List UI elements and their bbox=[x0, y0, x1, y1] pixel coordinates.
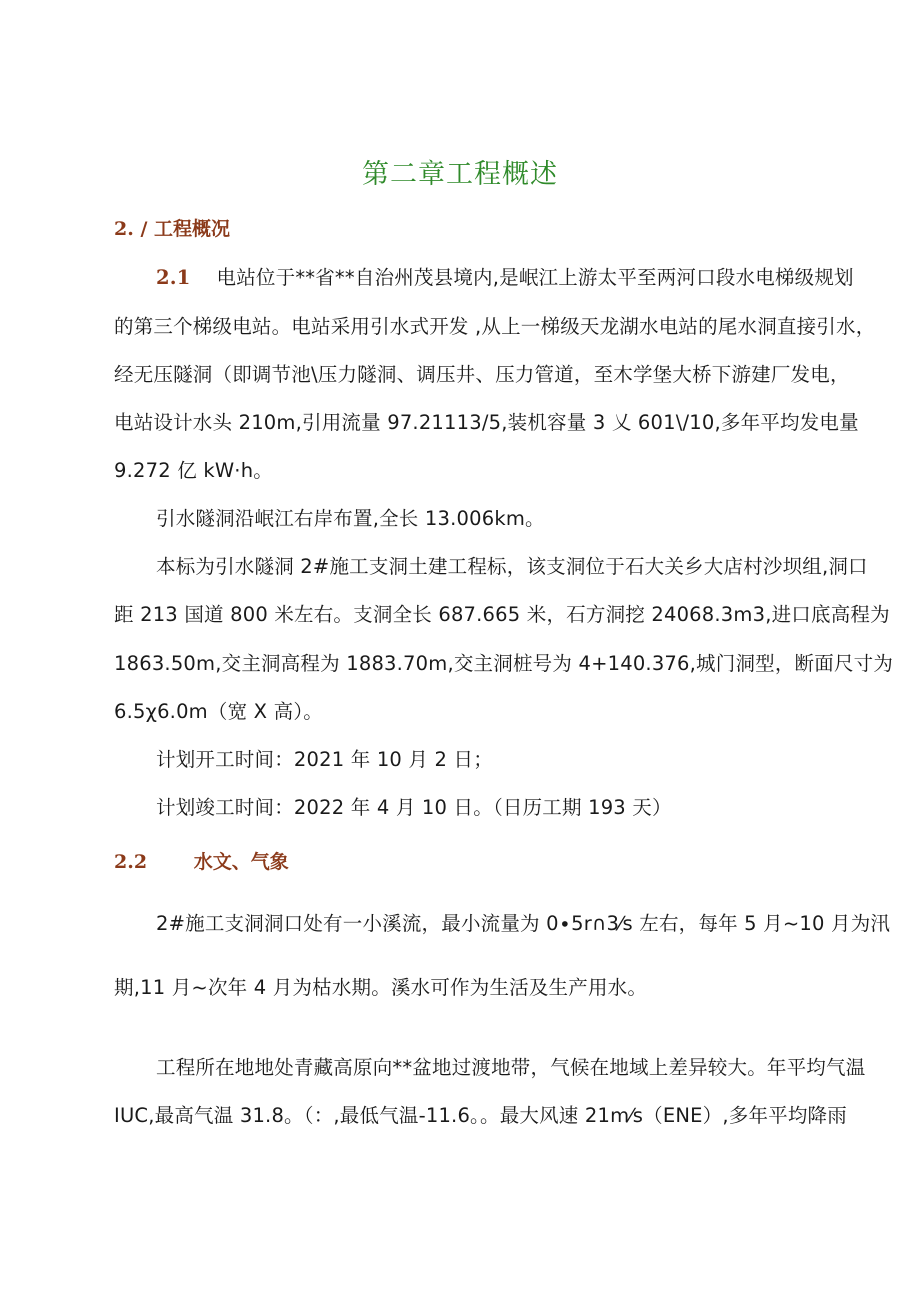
paragraph-line: 距 213 国道 800 米左右。支洞全长 687.665 米，石方洞挖 24068.3m3,进口底高程为 bbox=[114, 603, 890, 626]
chapter-title: 第二章工程概述 bbox=[362, 159, 558, 190]
paragraph-line: 1863.50m,交主洞高程为 1883.70m,交主洞桩号为 4+140.376,城门洞型，断面尺寸为 bbox=[114, 652, 894, 675]
paragraph-line: IUC,最高气温 31.8。（：,最低气温-11.6。。最大风速 21m⁄s（ENE）,多年平均降雨 bbox=[114, 1104, 847, 1127]
paragraph-line: 工程所在地地处青藏高原向**盆地过渡地带，气候在地域上差异较大。年平均气温 bbox=[156, 1056, 866, 1079]
paragraph-line: 6.5χ6.0m（宽 X 高）。 bbox=[114, 700, 323, 723]
paragraph-line: 引水隧洞沿岷江右岸布置,全长 13.006km。 bbox=[156, 507, 545, 530]
paragraph-line: 的第三个梯级电站。电站采用引水式开发 ,从上一梯级天龙湖水电站的尾水洞直接引水， bbox=[114, 315, 876, 338]
paragraph-line bbox=[156, 262, 874, 290]
paragraph-line: 本标为引水隧洞 2#施工支洞土建工程标，该支洞位于石大关乡大店村沙坝组,洞口 bbox=[156, 555, 868, 578]
paragraph-line: 2#施工支洞洞口处有一小溪流，最小流量为 0∙5r∩3⁄s 左右，每年 5 月~10 月为汛 bbox=[156, 912, 891, 935]
section-number: 2. / bbox=[114, 218, 148, 240]
paragraph-line: 电站设计水头 210m,引用流量 97.21113/5,装机容量 3 乂 601\/10,多年平均发电量 bbox=[114, 411, 859, 434]
section-title: 水文、气象 bbox=[193, 851, 289, 873]
subsection-number: 2.1 bbox=[156, 266, 191, 289]
plan-end-line: 计划竣工时间：2022 年 4 月 10 日。（日历工期 193 天） bbox=[156, 796, 672, 819]
section-heading-2-2 bbox=[114, 847, 289, 874]
paragraph-line: 9.272 亿 kW·h。 bbox=[114, 459, 273, 482]
section-title: 工程概况 bbox=[154, 218, 231, 240]
section-number: 2.2 bbox=[114, 851, 148, 873]
paragraph-line: 期,11 月~次年 4 月为枯水期。溪水可作为生活及生产用水。 bbox=[114, 976, 648, 999]
plan-start-line: 计划开工时间：2021 年 10 月 2 日； bbox=[156, 748, 493, 771]
section-heading-2-1 bbox=[114, 214, 230, 241]
paragraph-line: 经无压隧洞（即调节池\压力隧洞、调压井、压力管道，至木学堡大桥下游建厂发电， bbox=[114, 363, 850, 386]
paragraph-text: 电站位于**省**自治州茂县境内,是岷江上游太平至两河口段水电梯级规划 bbox=[216, 266, 854, 289]
